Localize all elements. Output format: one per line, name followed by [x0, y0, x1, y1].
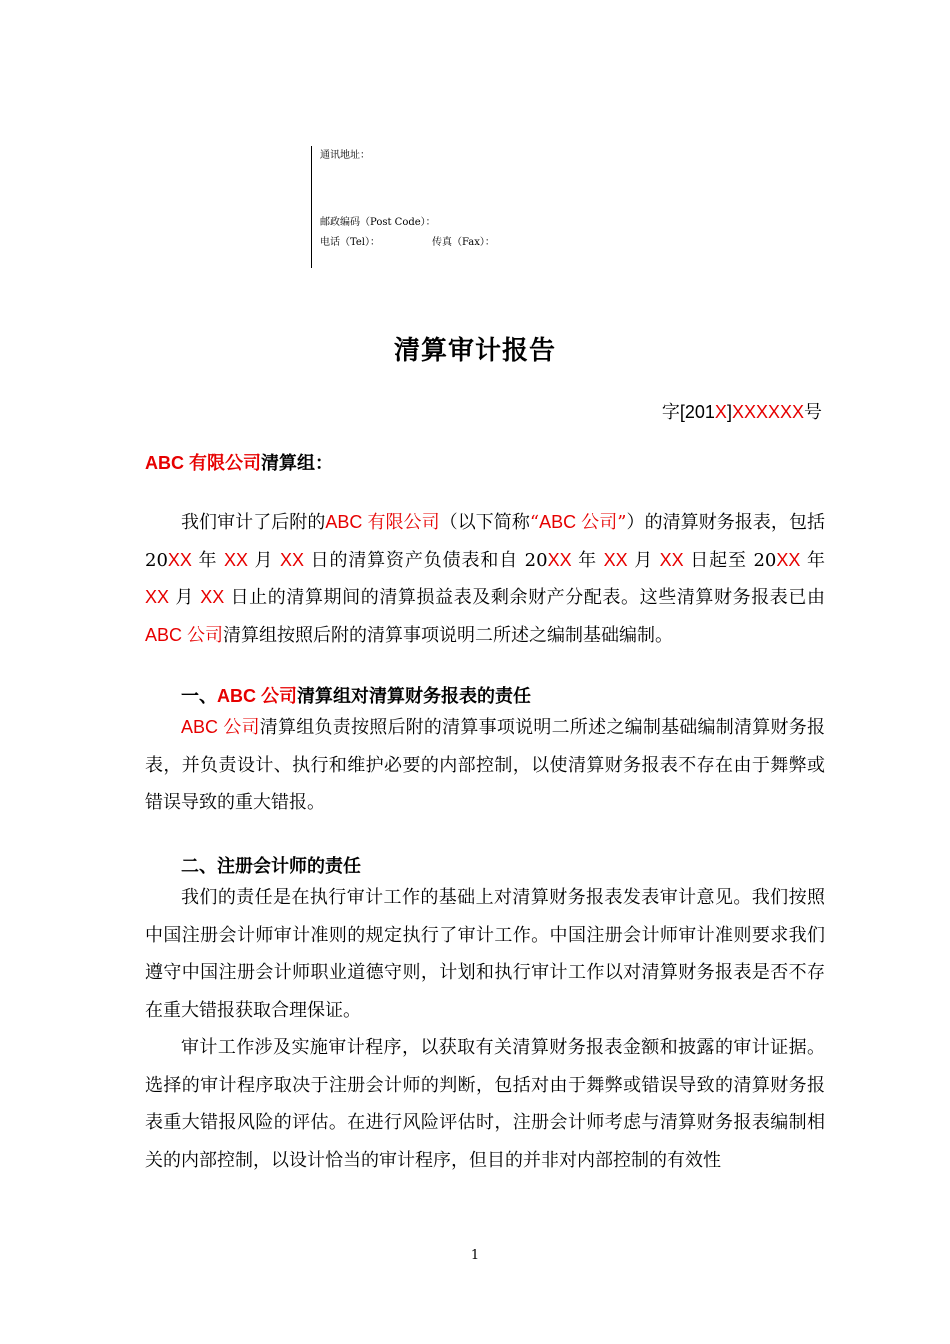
placeholder-xx: XX — [659, 549, 684, 570]
addressee — [145, 449, 333, 475]
placeholder-xx: XX — [200, 587, 225, 607]
doc-number-mid: ] — [726, 402, 732, 422]
placeholder-xx: XX — [223, 549, 248, 570]
placeholder-xx: XX — [145, 587, 170, 607]
section-1-heading — [181, 682, 531, 708]
report-title: 清算审计报告 — [393, 336, 556, 366]
text-run: 年 — [191, 549, 224, 571]
addressee-rest: 清算组： — [261, 453, 333, 474]
text-run: ）的清算财务报表，包括 20 — [145, 512, 826, 571]
quote-mark: ” — [617, 512, 627, 533]
section-title: 清算组对清算财务报表的责任 — [297, 686, 531, 707]
postcode-label: 邮政编码（Post Code）： — [320, 217, 436, 228]
company-short-name: ABC 公司 — [145, 624, 224, 645]
section-2-body-2: 审计工作涉及实施审计程序，以获取有关清算财务报表金额和披露的审计证据。选择的审计程序取决于注册会计师的判断，包括对由于舞弊或错误导致的清算财务报表重大错报风险的评估。在进行风险评估时，注册会计师考虑与清算财务报表编制相关的内部控制，以设计恰当的审计程序，但目的并非对内部控制的有效性 — [145, 1037, 825, 1171]
placeholder-xx: XX — [776, 549, 801, 570]
company-name: ABC 有限公司 — [325, 512, 440, 532]
address-label: 通讯地址： — [320, 150, 370, 161]
placeholder-xx: XX — [603, 549, 628, 570]
text-run: 清算组按照后附的清算事项说明二所述之编制基础编制。 — [223, 624, 674, 646]
section-2-body-1: 我们的责任是在执行审计工作的基础上对清算财务报表发表审计意见。我们按照中国注册会计师审计准则的规定执行了审计工作。中国注册会计师审计准则要求我们遵守中国注册会计师职业道德守则，计划和执行审计工作以对清算财务报表是否不存在重大错报获取合理保证。 — [145, 887, 825, 1021]
text-run: 日的清算资产负债表和自 20 — [304, 549, 548, 571]
opinion-paragraph — [145, 504, 825, 654]
page-number: 1 — [470, 1248, 480, 1263]
text-run: 月 — [247, 549, 280, 571]
placeholder-xx: XX — [167, 549, 192, 570]
quote-mark: “ — [529, 512, 540, 533]
text-run: 日止的清算期间的清算损益表及剩余财产分配表。这些清算财务报表已由 — [224, 587, 825, 608]
doc-number-suffix: 号 — [804, 402, 822, 422]
company-short-name: ABC 公司 — [181, 717, 260, 737]
doc-number-serial: XXXXXX — [731, 402, 804, 422]
text-run: （以下简称 — [439, 512, 530, 533]
placeholder-xx: XX — [280, 549, 305, 570]
placeholder-xx: XX — [547, 549, 572, 570]
text-run: 清算组负责按照后附的清算事项说明二所述之编制基础编制清算财务报表，并负责设计、执行和维护必要的内部控制，以使清算财务报表不存在由于舞弊或错误导致的重大错报。 — [145, 717, 826, 813]
company-short-name: ABC 公司 — [539, 512, 618, 532]
document-number — [662, 398, 822, 424]
company-short-name: ABC 公司 — [217, 686, 297, 706]
text-run: 月 — [627, 549, 660, 571]
text-run: 日起至 20 — [683, 549, 777, 571]
text-run: 我们审计了后附的 — [181, 512, 326, 533]
text-run: 月 — [169, 587, 201, 608]
fax-label: 传真（Fax）： — [432, 237, 495, 248]
section-number: 一、 — [181, 686, 217, 707]
text-run: 年 — [800, 549, 825, 571]
doc-number-year: X — [714, 402, 727, 422]
addressee-company: ABC 有限公司 — [145, 453, 261, 473]
doc-number-prefix: 字[201 — [661, 402, 715, 422]
section-2-heading: 二、注册会计师的责任 — [181, 856, 361, 877]
section-1-body — [145, 709, 825, 822]
letterhead-block — [311, 146, 572, 268]
text-run: 年 — [571, 549, 604, 571]
tel-label: 电话（Tel）： — [320, 237, 381, 248]
